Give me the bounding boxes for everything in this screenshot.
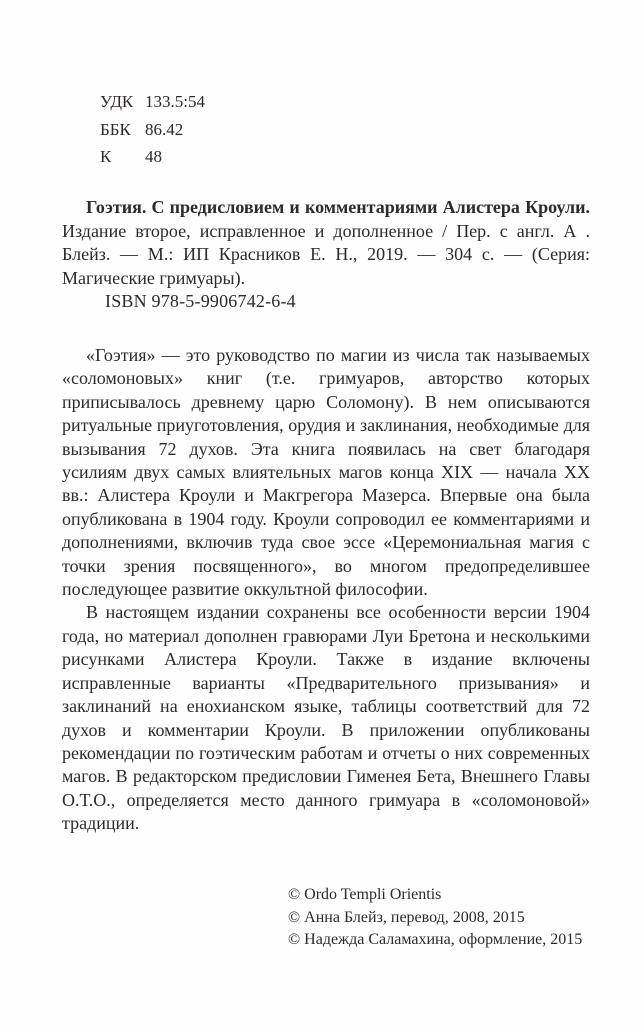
bibliographic-record — [62, 196, 590, 314]
classification-row-udk — [100, 88, 205, 116]
classification-label: К — [100, 147, 112, 166]
copyright-line-designer: © Надежда Саламахина, оформление, 2015 — [288, 931, 583, 948]
annotation — [62, 344, 590, 836]
classification-label: ББК — [100, 119, 131, 139]
isbn: ISBN 978-5-9906742-6-4 — [105, 291, 296, 311]
copyright-line-translator: © Анна Блейз, перевод, 2008, 2015 — [288, 908, 525, 926]
annotation-paragraph-2: В настоящем издании сохранены все особенности версии 1904 года, но материал дополнен гравюрами Луи Бретона и несколькими рисунками Алистера Кроули. Также в издание включены исправленные варианты «Предварительного призывания» и заклинаний на енохианском языке, таблицы соответствий для 72 духов и комментарии Кроули. В приложении опубликованы рекомендации по гоэтическим работам и отчеты о них современных магов. В редакторском предисловии Гименея Бета, Внешнего Главы О.Т.О., определяется место данного гримуара в «соломоновой» традиции. — [62, 602, 590, 834]
bibliographic-details: Издание второе, исправленное и дополненное / Пер. с англ. А . Блейз. — М.: ИП Красников Е. Н., 2019. — 304 с. — (Серия: Магические гримуары). — [62, 220, 590, 288]
classification-row-author-sign — [100, 143, 205, 171]
copyright-line-oto: © Ordo Templi Orientis — [288, 886, 442, 903]
classification-block — [100, 88, 205, 171]
classification-label: УДК — [100, 92, 134, 111]
annotation-paragraph-1: «Гоэтия» — это руководство по магии из числа так называемых «соломоновых» книг (т.е. гримуаров, авторство которых приписывалось древнему царю Соломону). В нем описываются ритуальные приуготовления, орудия и заклинания, необходимые для вызывания 72 духов. Эта книга появилась на свет благодаря усилиям двух самых влиятельных магов конца XIX — начала XX вв.: Алистера Кроули и Макгрегора Мазерса. Впервые она была опубликована в 1904 году. Кроули сопроводил ее комментариями и дополнениями, включив туда свое эссе «Церемониальная магия с точки зрения посвященного», во многом предопределившее последующее развитие оккультной философии. — [62, 345, 590, 600]
copyright-block — [288, 884, 582, 952]
classification-row-bbk — [100, 116, 205, 144]
bibliographic-description — [62, 196, 590, 290]
classification-value: 48 — [145, 147, 162, 166]
book-title: Гоэтия. С предисловием и комментариями Алистера Кроули. — [86, 197, 590, 217]
classification-value: 133.5:54 — [145, 92, 205, 111]
classification-value: 86.42 — [145, 119, 184, 139]
